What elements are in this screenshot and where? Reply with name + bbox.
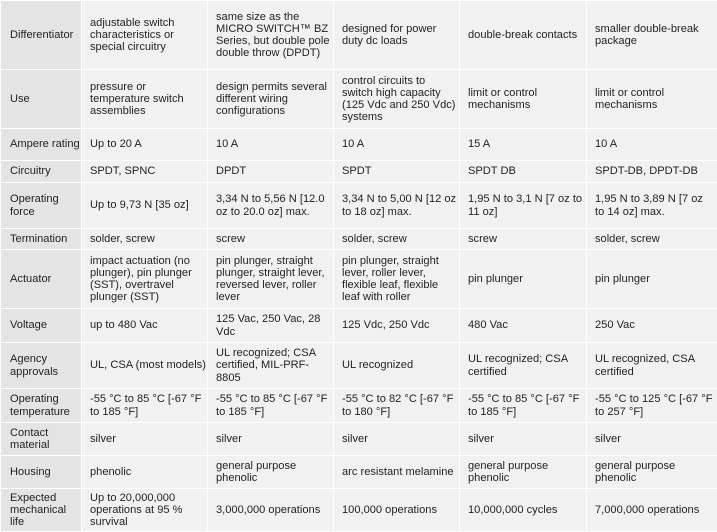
cell-ampere-rating-2: 10 A <box>208 129 334 161</box>
cell-differentiator-5: smaller double-break package <box>587 1 717 70</box>
row-operating-temperature <box>1 389 717 423</box>
row-contact-material <box>1 423 717 456</box>
cell-termination-4: screw <box>460 229 587 250</box>
cell-differentiator-2: same size as the MICRO SWITCH™ BZ Series, but double pole double throw (DPDT) <box>208 1 334 70</box>
cell-housing-5: general purpose phenolic <box>587 456 717 489</box>
cell-ampere-rating-5: 10 A <box>587 129 717 161</box>
row-operating-force <box>1 183 717 229</box>
cell-differentiator-1: adjustable switch characteristics or special circuitry <box>82 1 208 70</box>
cell-termination-1: solder, screw <box>82 229 208 250</box>
cell-contact-material-2: silver <box>208 423 334 456</box>
cell-actuator-2: pin plunger, straight plunger, straight lever, reversed lever, roller lever <box>208 250 334 309</box>
cell-operating-temperature-3: -55 °C to 82 °C [-67 °F to 180 °F] <box>334 389 460 423</box>
cell-use-4: limit or control mechanisms <box>460 70 587 129</box>
cell-operating-force-3: 3,34 N to 5,00 N [12 oz to 18 oz] max. <box>334 183 460 229</box>
row-housing <box>1 456 717 489</box>
row-header-circuitry: Circuitry <box>1 161 82 183</box>
row-header-ampere-rating: Ampere rating <box>1 129 82 161</box>
cell-voltage-3: 125 Vdc, 250 Vdc <box>334 309 460 343</box>
cell-operating-temperature-1: -55 °C to 85 °C [-67 °F to 185 °F] <box>82 389 208 423</box>
row-header-agency-approvals: Agency approvals <box>1 343 82 389</box>
cell-contact-material-5: silver <box>587 423 717 456</box>
cell-agency-approvals-4: UL recognized; CSA certified <box>460 343 587 389</box>
row-actuator <box>1 250 717 309</box>
cell-expected-mechanical-life-1: Up to 20,000,000 operations at 95 % survival <box>82 489 208 532</box>
cell-operating-temperature-4: -55 °C to 85 °C [-67 °F to 185 °F] <box>460 389 587 423</box>
row-circuitry <box>1 161 717 183</box>
row-voltage <box>1 309 717 343</box>
row-header-use: Use <box>1 70 82 129</box>
cell-operating-temperature-2: -55 °C to 85 °C [-67 °F to 185 °F] <box>208 389 334 423</box>
row-agency-approvals <box>1 343 717 389</box>
cell-ampere-rating-3: 10 A <box>334 129 460 161</box>
cell-housing-2: general purpose phenolic <box>208 456 334 489</box>
row-header-operating-force: Operating force <box>1 183 82 229</box>
row-termination <box>1 229 717 250</box>
cell-operating-force-4: 1,95 N to 3,1 N [7 oz to 11 oz] <box>460 183 587 229</box>
cell-operating-temperature-5: -55 °C to 125 °C [-67 °F to 257 °F] <box>587 389 717 423</box>
row-header-voltage: Voltage <box>1 309 82 343</box>
cell-use-3: control circuits to switch high capacity (125 Vdc and 250 Vdc) systems <box>334 70 460 129</box>
cell-termination-3: solder, screw <box>334 229 460 250</box>
cell-actuator-3: pin plunger, straight lever, roller lever, flexible leaf, flexible leaf with roller <box>334 250 460 309</box>
row-header-expected-mechanical-life: Expected mechanical life <box>1 489 82 532</box>
cell-housing-4: general purpose phenolic <box>460 456 587 489</box>
row-header-housing: Housing <box>1 456 82 489</box>
cell-agency-approvals-1: UL, CSA (most models) <box>82 343 208 389</box>
row-header-actuator: Actuator <box>1 250 82 309</box>
cell-actuator-5: pin plunger <box>587 250 717 309</box>
row-differentiator <box>1 1 717 70</box>
cell-differentiator-4: double-break contacts <box>460 1 587 70</box>
cell-operating-force-5: 1,95 N to 3,89 N [7 oz to 14 oz] max. <box>587 183 717 229</box>
row-ampere-rating <box>1 129 717 161</box>
row-header-operating-temperature: Operating temperature <box>1 389 82 423</box>
cell-ampere-rating-1: Up to 20 A <box>82 129 208 161</box>
cell-voltage-5: 250 Vac <box>587 309 717 343</box>
cell-contact-material-3: silver <box>334 423 460 456</box>
cell-voltage-2: 125 Vac, 250 Vac, 28 Vdc <box>208 309 334 343</box>
cell-housing-1: phenolic <box>82 456 208 489</box>
row-header-differentiator: Differentiator <box>1 1 82 70</box>
cell-actuator-1: impact actuation (no plunger), pin plunger (SST), overtravel plunger (SST) <box>82 250 208 309</box>
cell-operating-force-1: Up to 9,73 N [35 oz] <box>82 183 208 229</box>
row-use <box>1 70 717 129</box>
cell-use-1: pressure or temperature switch assemblies <box>82 70 208 129</box>
cell-agency-approvals-5: UL recognized, CSA certified <box>587 343 717 389</box>
cell-use-2: design permits several different wiring configurations <box>208 70 334 129</box>
cell-expected-mechanical-life-3: 100,000 operations <box>334 489 460 532</box>
cell-actuator-4: pin plunger <box>460 250 587 309</box>
cell-housing-3: arc resistant melamine <box>334 456 460 489</box>
cell-agency-approvals-3: UL recognized <box>334 343 460 389</box>
cell-expected-mechanical-life-5: 7,000,000 operations <box>587 489 717 532</box>
cell-circuitry-5: SPDT-DB, DPDT-DB <box>587 161 717 183</box>
cell-voltage-1: up to 480 Vac <box>82 309 208 343</box>
cell-contact-material-1: silver <box>82 423 208 456</box>
cell-operating-force-2: 3,34 N to 5,56 N [12.0 oz to 20.0 oz] max. <box>208 183 334 229</box>
row-expected-mechanical-life <box>1 489 717 532</box>
cell-termination-5: solder, screw <box>587 229 717 250</box>
cell-use-5: limit or control mechanisms <box>587 70 717 129</box>
row-header-contact-material: Contact material <box>1 423 82 456</box>
cell-expected-mechanical-life-2: 3,000,000 operations <box>208 489 334 532</box>
cell-circuitry-4: SPDT DB <box>460 161 587 183</box>
cell-differentiator-3: designed for power duty dc loads <box>334 1 460 70</box>
cell-expected-mechanical-life-4: 10,000,000 cycles <box>460 489 587 532</box>
cell-contact-material-4: silver <box>460 423 587 456</box>
cell-circuitry-1: SPDT, SPNC <box>82 161 208 183</box>
cell-termination-2: screw <box>208 229 334 250</box>
cell-voltage-4: 480 Vac <box>460 309 587 343</box>
cell-circuitry-3: SPDT <box>334 161 460 183</box>
row-header-termination: Termination <box>1 229 82 250</box>
cell-circuitry-2: DPDT <box>208 161 334 183</box>
cell-ampere-rating-4: 15 A <box>460 129 587 161</box>
cell-agency-approvals-2: UL recognized; CSA certified, MIL-PRF-8805 <box>208 343 334 389</box>
